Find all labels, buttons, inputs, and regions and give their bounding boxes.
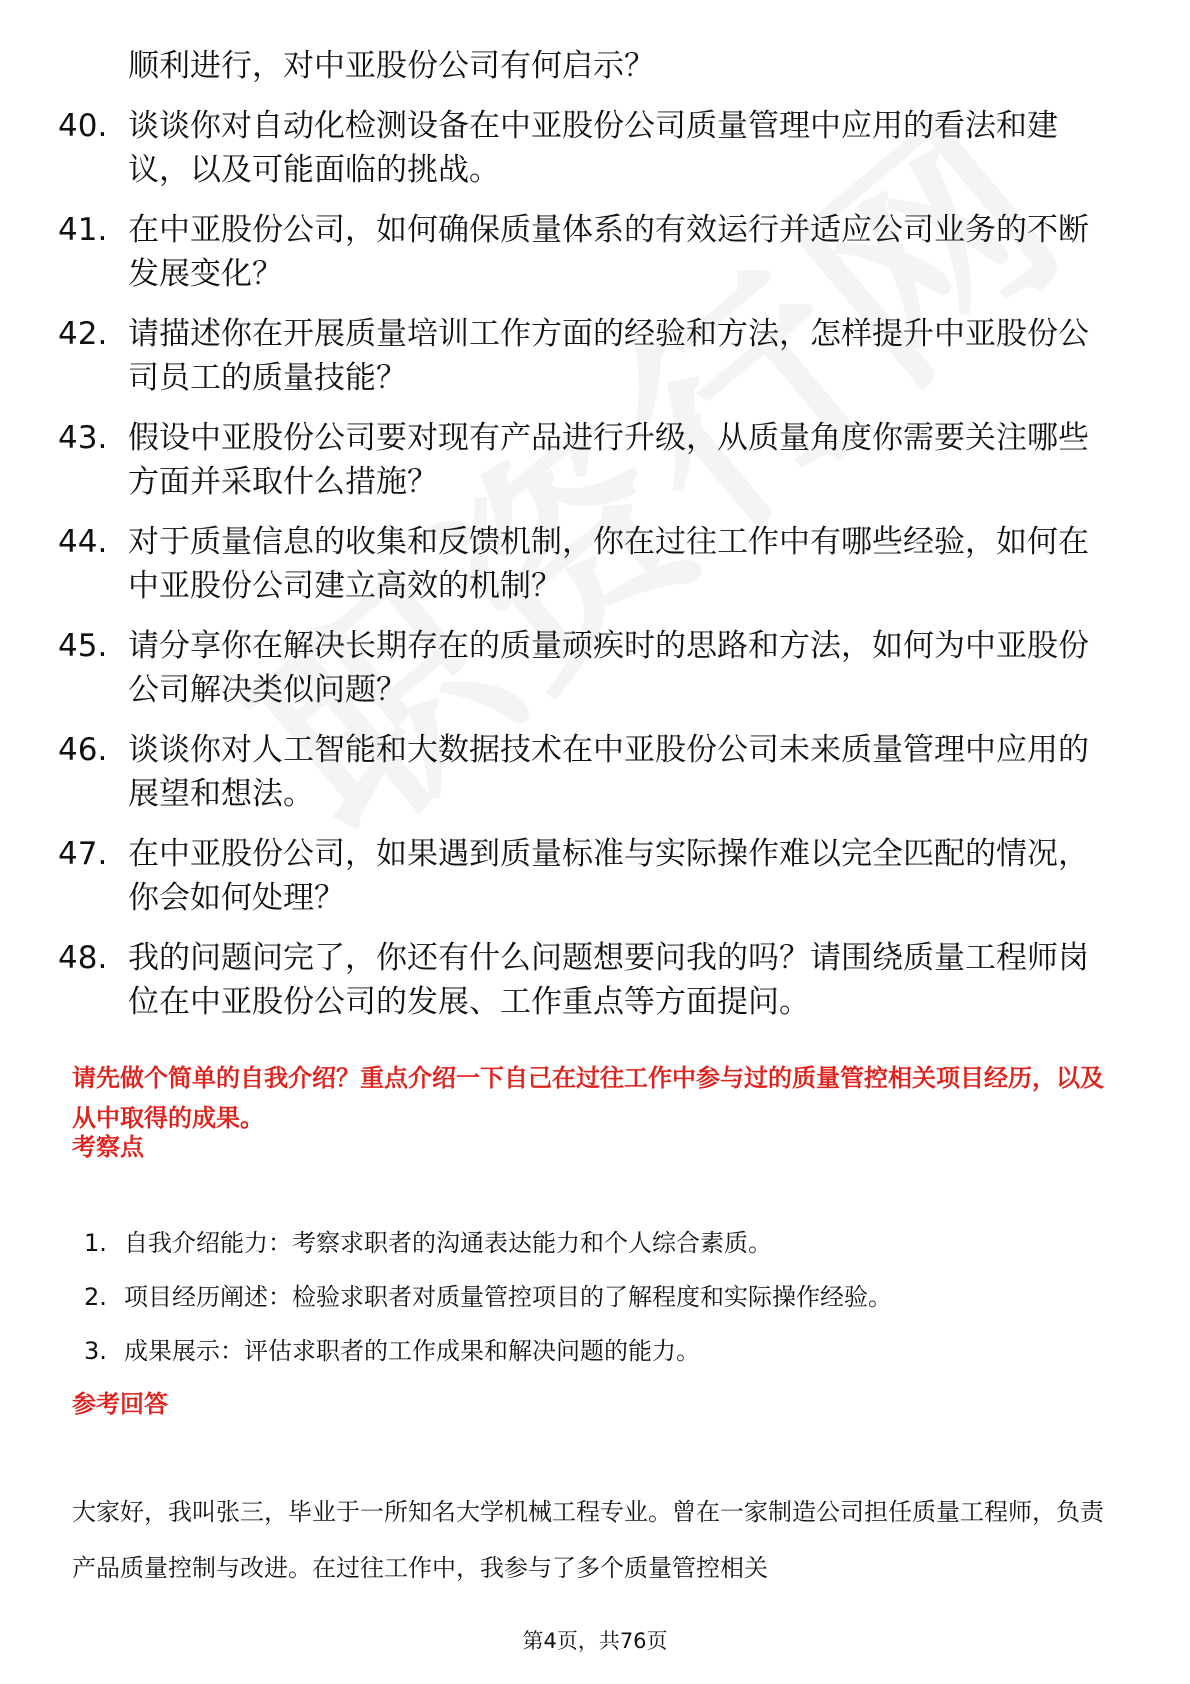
point-text: 自我介绍能力：考察求职者的沟通表达能力和个人综合素质。 (124, 1229, 772, 1257)
question-text: 在中亚股份公司，如果遇到质量标准与实际操作难以完全匹配的情况，你会如何处理？ (128, 836, 1089, 916)
question-text: 谈谈你对人工智能和大数据技术在中亚股份公司未来质量管理中应用的展望和想法。 (128, 732, 1089, 812)
question-item (58, 728, 1118, 816)
points-list (84, 1226, 1114, 1388)
answer-text: 大家好，我叫张三，毕业于一所知名大学机械工程专业。曾在一家制造公司担任质量工程师，负责产品质量控制与改进。在过往工作中，我参与了多个质量管控相关 (72, 1498, 1104, 1582)
question-number: 45. (58, 628, 108, 664)
question-number: 47. (58, 836, 108, 872)
question-item (58, 416, 1118, 504)
question-number: 40. (58, 108, 108, 144)
question-text: 在中亚股份公司，如何确保质量体系的有效运行并适应公司业务的不断发展变化？ (128, 212, 1089, 292)
point-item (84, 1334, 1114, 1368)
point-number: 1. (84, 1229, 107, 1257)
question-item (58, 624, 1118, 712)
question-text: 假设中亚股份公司要对现有产品进行升级，从质量角度你需要关注哪些方面并采取什么措施？ (128, 420, 1089, 500)
question-item (58, 44, 1118, 88)
question-number: 46. (58, 732, 108, 768)
points-title: 考察点 (72, 1133, 144, 1161)
point-number: 2. (84, 1283, 107, 1311)
question-number: 44. (58, 524, 108, 560)
question-text: 顺利进行，对中亚股份公司有何启示？ (128, 48, 655, 84)
point-item (84, 1226, 1114, 1260)
point-number: 3. (84, 1337, 107, 1365)
question-item (58, 832, 1118, 920)
point-item (84, 1280, 1114, 1314)
question-number: 48. (58, 940, 108, 976)
answer-title: 参考回答 (72, 1390, 168, 1418)
intro-question: 请先做个简单的自我介绍？重点介绍一下自己在过往工作中参与过的质量管控相关项目经历，以及从中取得的成果。 (72, 1064, 1104, 1132)
question-item (58, 312, 1118, 400)
question-item (58, 104, 1118, 192)
point-text: 成果展示：评估求职者的工作成果和解决问题的能力。 (124, 1337, 700, 1365)
question-item (58, 208, 1118, 296)
question-number: 43. (58, 420, 108, 456)
page-footer: 第4页，共76页 (522, 1629, 668, 1653)
question-text: 谈谈你对自动化检测设备在中亚股份公司质量管理中应用的看法和建议，以及可能面临的挑战。 (128, 108, 1058, 188)
question-number: 41. (58, 212, 108, 248)
question-text: 我的问题问完了，你还有什么问题想要问我的吗？请围绕质量工程师岗位在中亚股份公司的发展、工作重点等方面提问。 (128, 940, 1089, 1020)
question-number: 42. (58, 316, 108, 352)
question-text: 请分享你在解决长期存在的质量顽疾时的思路和方法，如何为中亚股份公司解决类似问题？ (128, 628, 1089, 708)
point-text: 项目经历阐述：检验求职者对质量管控项目的了解程度和实际操作经验。 (124, 1283, 892, 1311)
question-list (58, 44, 1118, 1040)
question-item (58, 520, 1118, 608)
question-item (58, 936, 1118, 1024)
question-text: 请描述你在开展质量培训工作方面的经验和方法，怎样提升中亚股份公司员工的质量技能？ (128, 316, 1089, 396)
question-text: 对于质量信息的收集和反馈机制，你在过往工作中有哪些经验，如何在中亚股份公司建立高效的机制？ (128, 524, 1089, 604)
